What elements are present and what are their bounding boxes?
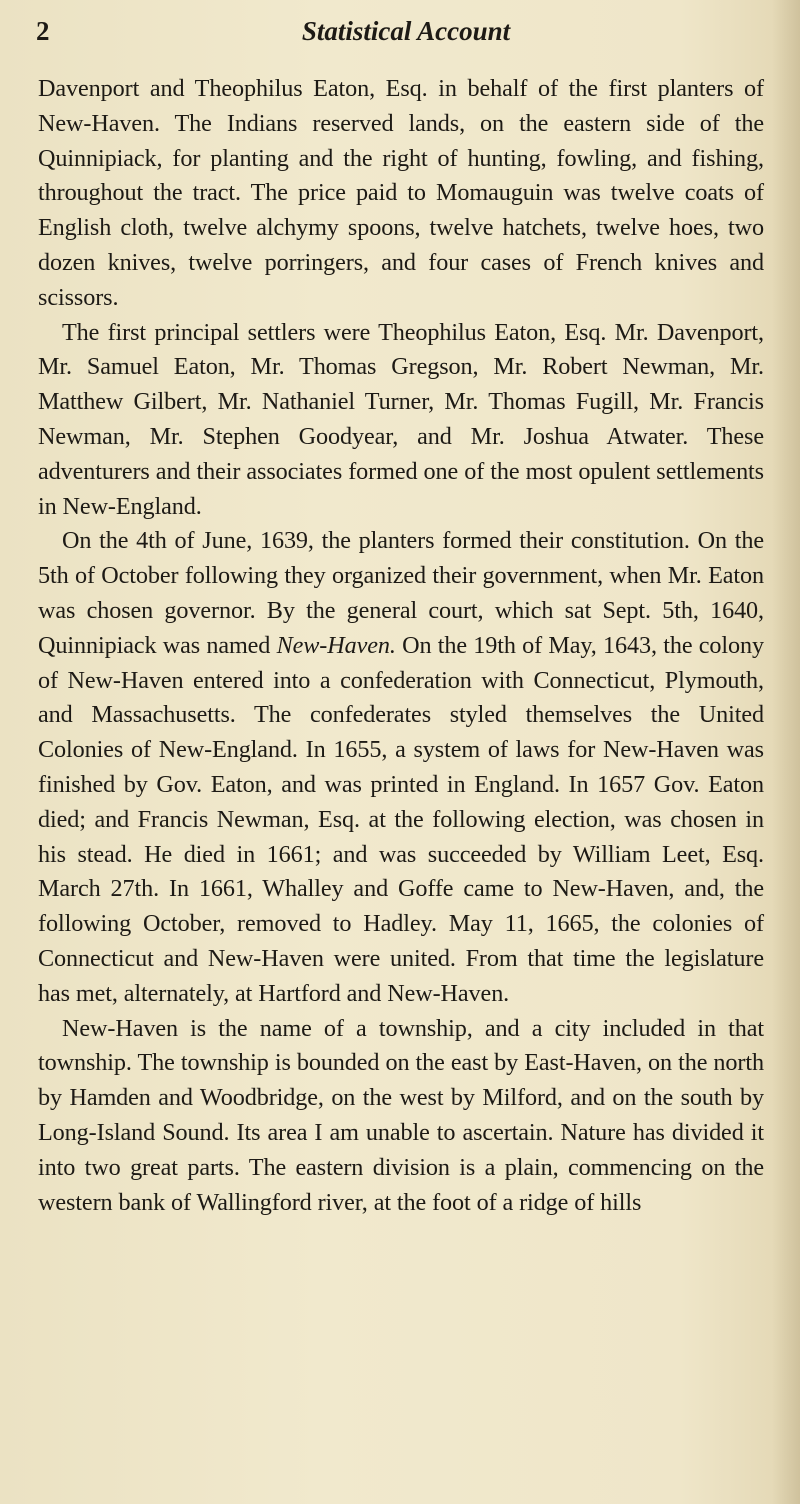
paragraph-2 [38, 316, 764, 525]
paragraph-1 [38, 72, 764, 316]
paragraph-text: The first principal settlers were Theophilus Eaton, Esq. Mr. Davenport, Mr. Samuel Eaton, Mr. Thomas Gregson, Mr. Robert Newman, Mr. Matthew Gilbert, Mr. Nathaniel Turner, Mr. Thomas Fugill, Mr. Francis Newman, Mr. Stephen Goodyear, and Mr. Joshua Atwater. These adventurers and their associates formed one of the most opulent settlements in New-England. [38, 318, 764, 520]
paragraph-text: Davenport and Theophilus Eaton, Esq. in behalf of the first planters of New-Haven. The Indians reserved lands, on the eastern side of the Quinnipiack, for planting and the right of hunting, fowling, and fishing, throughout the tract. The price paid to Momauguin was twelve coats of English cloth, twelve alchymy spoons, twelve hatchets, twelve hoes, two dozen knives, twelve porringers, and four cases of French knives and scissors. [38, 75, 764, 311]
page-number: 2 [36, 16, 50, 46]
page-edge-shadow [772, 0, 800, 1504]
running-head: Statistical Account [301, 16, 511, 46]
paragraph-text: On the 19th of May, 1643, the colony of New-Haven entered into a confederation with Connecticut, Plymouth, and Massachusetts. The confederates styled themselves the United Colonies of New-England. In 1655, a system of laws for New-Haven was finished by Gov. Eaton, and was printed in England. In 1657 Gov. Eaton died; and Francis Newman, Esq. at the following election, was chosen in his stead. He died in 1661; and was succeeded by William Leet, Esq. March 27th. In 1661, Whalley and Goffe came to New-Haven, and, the following October, removed to Hadley. May 11, 1665, the colonies of Connecticut and New-Haven were united. From that time the legislature has met, alternately, at Hartford and New-Haven. [38, 631, 764, 1007]
paragraph-text: On the 4th of June, 1639, the planters formed their constitution. On the 5th of October following they organized their government, when Mr. Eaton was chosen governor. By the general court, which sat Sept. 5th, 1640, Quinnipiack was named [38, 527, 764, 659]
body-text [38, 72, 764, 1220]
paragraph-3 [38, 524, 764, 1011]
paragraph-4 [38, 1012, 764, 1221]
paragraph-text: New-Haven is the name of a township, and a city included in that township. The township is bounded on the east by East-Haven, on the north by Hamden and Woodbridge, on the west by Milford, and on the south by Long-Island Sound. Its area I am unable to ascertain. Nature has divided it into two great parts. The eastern division is a plain, commencing on the western bank of Wallingford river, at the foot of a ridge of hills [38, 1014, 764, 1216]
page-header [36, 14, 776, 54]
italic-place-name: New-Haven. [276, 631, 396, 659]
